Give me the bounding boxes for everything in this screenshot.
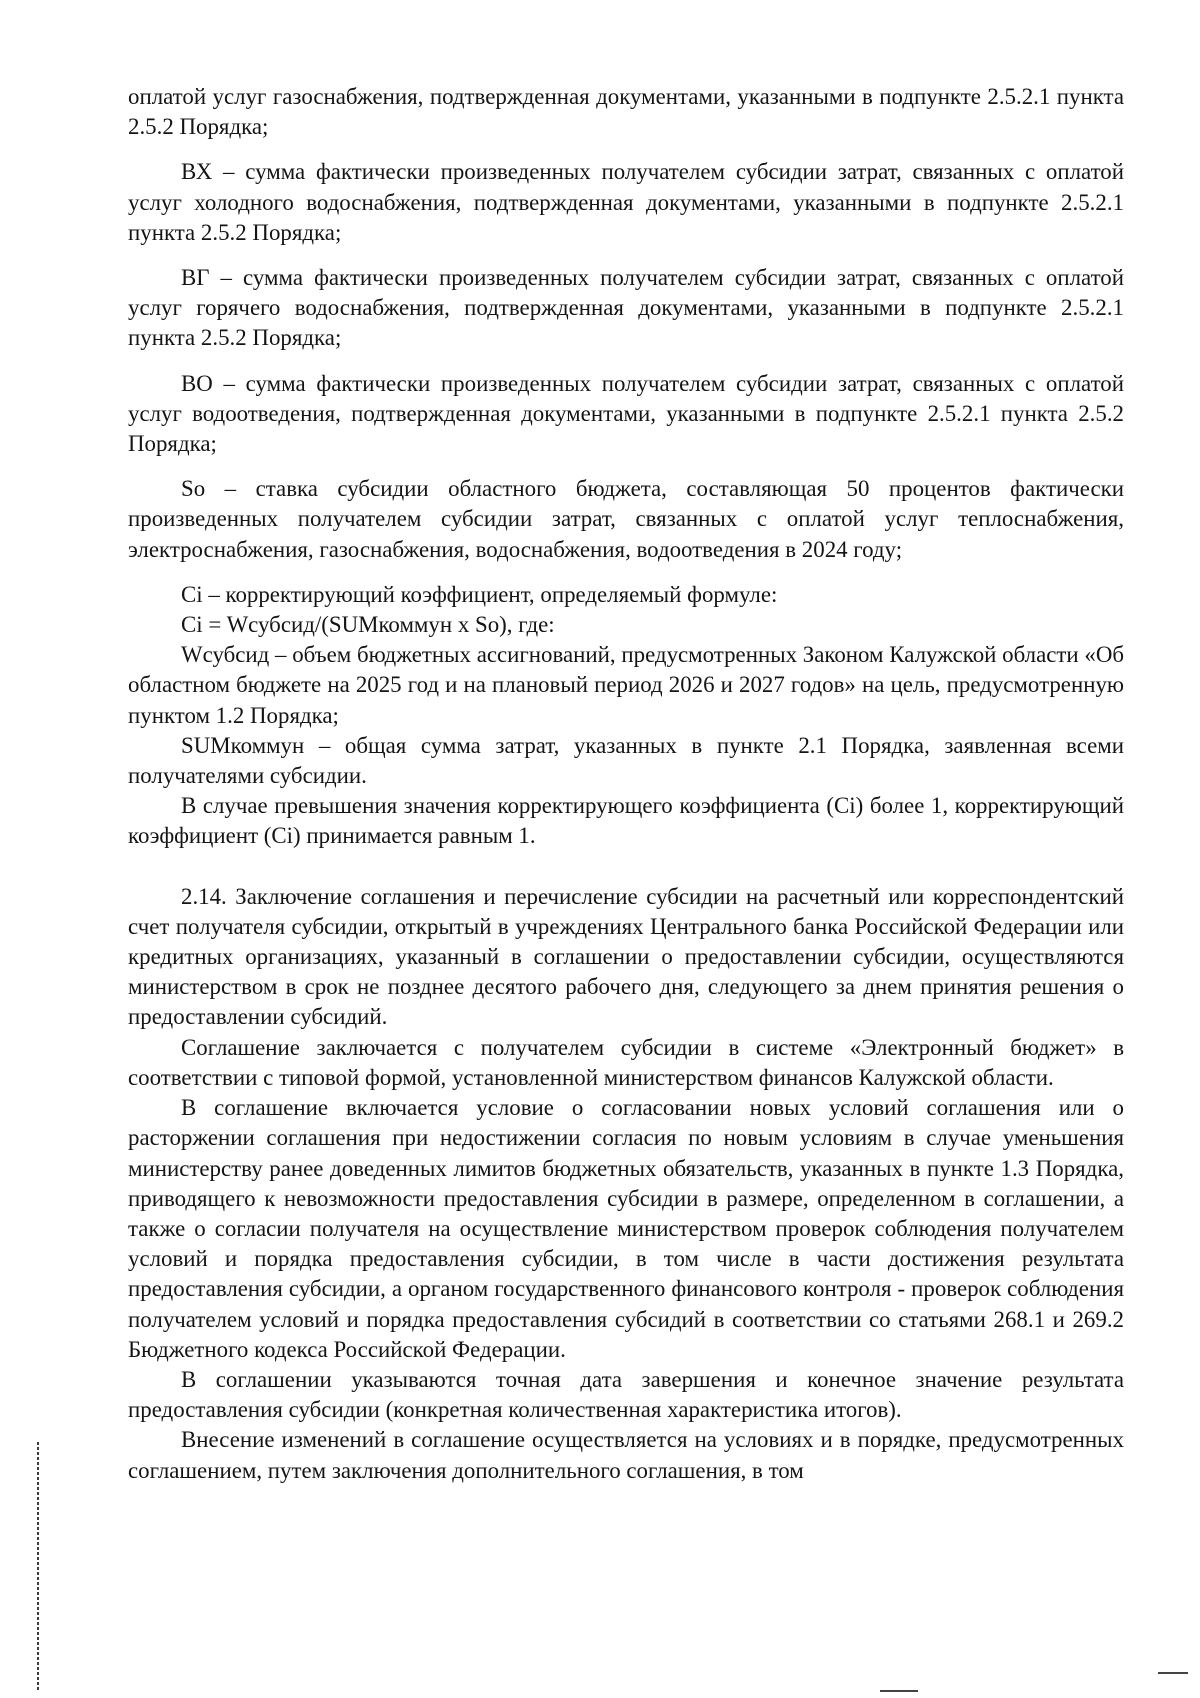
paragraph-subsidy-rate: So – ставка субсидии областного бюджета, составляющая 50 процентов фактически произведенных получателем субсидии затрат, связанных с оплатой услуг теплоснабжения, электроснабжения, газоснабжения, водоснабжения, водоотведения в 2024 году; [128,476,1124,562]
scan-binding-edge [37,1442,39,1692]
paragraph-total-costs: SUMкоммун – общая сумма затрат, указанных в пункте 2.1 Порядка, заявленная всеми получателями субсидии. [128,732,1124,789]
document-page [128,82,1124,1486]
paragraph-coefficient-formula: Ci = Wсубсид/(SUMкоммун x So), где: [181,612,555,638]
paragraph-section-2-14: 2.14. Заключение соглашения и перечисление субсидии на расчетный или корреспондентский счет получателя субсидии, открытый в учреждениях Центрального банка Российской Федерации или кредитных организациях, указанный в соглашении о предоставлении субсидии, осуществляются министерством в срок не позднее десятого рабочего дня, следующего за днем принятия решения о предоставлении субсидий. [128,883,1124,1030]
paragraph-cold-water: ВХ – сумма фактически произведенных получателем субсидии затрат, связанных с оплатой услуг холодного водоснабжения, подтвержденная документами, указанными в подпункте 2.5.2.1 пункта 2.5.2 Порядка; [128,159,1124,245]
paragraph-agreement-system: Соглашение заключается с получателем субсидии в системе «Электронный бюджет» в соответствии с типовой формой, установленной министерством финансов Калужской области. [128,1034,1124,1090]
paragraph-hot-water: ВГ – сумма фактически произведенных получателем субсидии затрат, связанных с оплатой услуг горячего водоснабжения, подтвержденная документами, указанными в подпункте 2.5.2.1 пункта 2.5.2 Порядка; [128,265,1124,351]
paragraph-agreement-result: В соглашении указываются точная дата завершения и конечное значение результата предоставления субсидии (конкретная количественная характеристика итогов). [128,1366,1124,1423]
paragraph-gas-continuation: оплатой услуг газоснабжения, подтвержденная документами, указанными в подпункте 2.5.2.1 пункта 2.5.2 Порядка; [128,84,1124,140]
scan-mark-bottom [880,1690,918,1692]
paragraph-coefficient-limit: В случае превышения значения корректирующего коэффициента (Ci) более 1, корректирующий коэффициент (Ci) принимается равным 1. [128,793,1124,849]
paragraph-coefficient-definition: Ci – корректирующий коэффициент, определяемый формуле: [181,581,778,607]
paragraph-agreement-conditions: В соглашение включается условие о согласовании новых условий соглашения или о расторжении соглашения при недостижении согласия по новым условиям в случае уменьшения министерству ранее доведенных лимитов бюджетных обязательств, указанных в пункте 1.3 Порядка, приводящего к невозможности предоставления субсидии в размере, определенном в соглашении, а также о согласии получателя на осуществление министерством проверок соблюдения получателем условий и порядка предоставления субсидии, в том числе в части достижения результата предоставления субсидии, а органом государственного финансового контроля - проверок соблюдения получателем условий и порядка предоставления субсидий в соответствии со статьями 268.1 и 269.2 Бюджетного кодекса Российской Федерации. [128,1095,1124,1362]
paragraph-budget-volume: Wсубсид – объем бюджетных ассигнований, предусмотренных Законом Калужской области «Об областном бюджете на 2025 год и на плановый период 2026 и 2027 годов» на цель, предусмотренную пунктом 1.2 Порядка; [128,642,1124,728]
paragraph-agreement-changes: Внесение изменений в соглашение осуществляется на условиях и в порядке, предусмотренных соглашением, путем заключения дополнительного соглашения, в том [128,1427,1124,1483]
paragraph-sewerage: ВО – сумма фактически произведенных получателем субсидии затрат, связанных с оплатой услуг водоотведения, подтвержденная документами, указанными в подпункте 2.5.2.1 пункта 2.5.2 Порядка; [128,370,1124,457]
scan-mark-right [1158,1672,1188,1674]
